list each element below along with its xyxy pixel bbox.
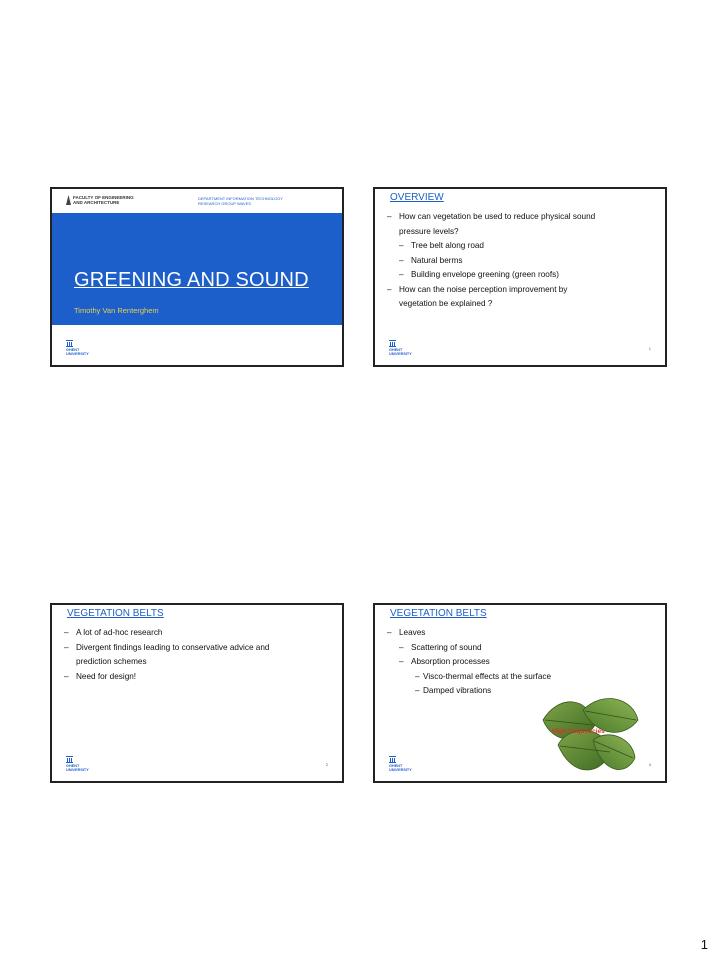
bullet-list: [387, 626, 657, 699]
slide-title: VEGETATION BELTS: [390, 608, 487, 619]
list-item: vegetation be explained ?: [399, 299, 493, 308]
university-building-icon: [389, 756, 396, 763]
list-item: – Leaves: [387, 628, 426, 637]
university-logo: [389, 340, 412, 356]
list-item: – How can vegetation be used to reduce physical sound: [387, 212, 596, 221]
list-item: – Damped vibrations: [415, 686, 492, 695]
list-item: – Visco-thermal effects at the surface: [415, 671, 552, 681]
university-line-2: UNIVERSITY: [66, 768, 89, 772]
list-item: – Scattering of sound: [399, 642, 482, 652]
title-banner: [52, 213, 342, 325]
bullet-list: [64, 626, 334, 684]
university-line-2: UNIVERSITY: [389, 352, 412, 356]
slide-title: VEGETATION BELTS: [67, 608, 164, 619]
faculty-logo: [66, 195, 134, 205]
dept-line-1: DEPARTMENT INFORMATION TECHNOLOGY: [198, 196, 283, 201]
logo-line-1: FACULTY OF ENGINEERING: [73, 195, 134, 200]
slide-number: 4: [648, 762, 651, 767]
leaves-image: [533, 690, 643, 783]
bullet-list: [387, 210, 657, 312]
list-item: – Building envelope greening (green roofs): [399, 270, 559, 279]
slide-number: 1: [648, 346, 651, 351]
university-logo: [389, 756, 412, 772]
university-logo: [66, 340, 89, 356]
dept-line-2: RESEARCH GROUP WAVES: [198, 201, 252, 206]
slide-title: OVERVIEW: [390, 192, 444, 203]
list-item: – Absorption processes: [399, 657, 490, 666]
list-item: prediction schemes: [76, 657, 147, 666]
list-item: – Divergent findings leading to conservative advice and: [64, 642, 270, 652]
logo-line-2: AND ARCHITECTURE: [73, 200, 120, 205]
vegetation-belts-leaves-slide: [373, 603, 667, 783]
list-item: – Tree belt along road: [399, 241, 484, 250]
university-building-icon: [389, 340, 396, 347]
university-line-1: GHENT: [389, 348, 403, 352]
page-number: 1: [700, 937, 708, 952]
faculty-logo-icon: [66, 195, 71, 205]
slide-header: [52, 189, 342, 213]
vegetation-belts-slide: [50, 603, 344, 783]
university-building-icon: [66, 340, 73, 347]
university-logo: [66, 756, 89, 772]
image-label: High frequencies: [552, 728, 605, 735]
presentation-title: GREENING AND SOUND: [74, 269, 309, 291]
author-name: Timothy Van Renterghem: [74, 306, 159, 315]
list-item: – Need for design!: [64, 671, 137, 681]
university-line-1: GHENT: [66, 764, 80, 768]
university-line-2: UNIVERSITY: [389, 768, 412, 772]
university-building-icon: [66, 756, 73, 763]
list-item: pressure levels?: [399, 226, 459, 236]
university-line-1: GHENT: [66, 348, 80, 352]
list-item: – A lot of ad-hoc research: [64, 628, 163, 637]
department-label: [198, 196, 283, 206]
slide-number: 2: [325, 762, 328, 767]
university-line-1: GHENT: [389, 764, 403, 768]
title-slide: [50, 187, 344, 367]
list-item: – Natural berms: [399, 255, 463, 265]
overview-slide: [373, 187, 667, 367]
list-item: – How can the noise perception improvement by: [387, 284, 568, 294]
university-line-2: UNIVERSITY: [66, 352, 89, 356]
